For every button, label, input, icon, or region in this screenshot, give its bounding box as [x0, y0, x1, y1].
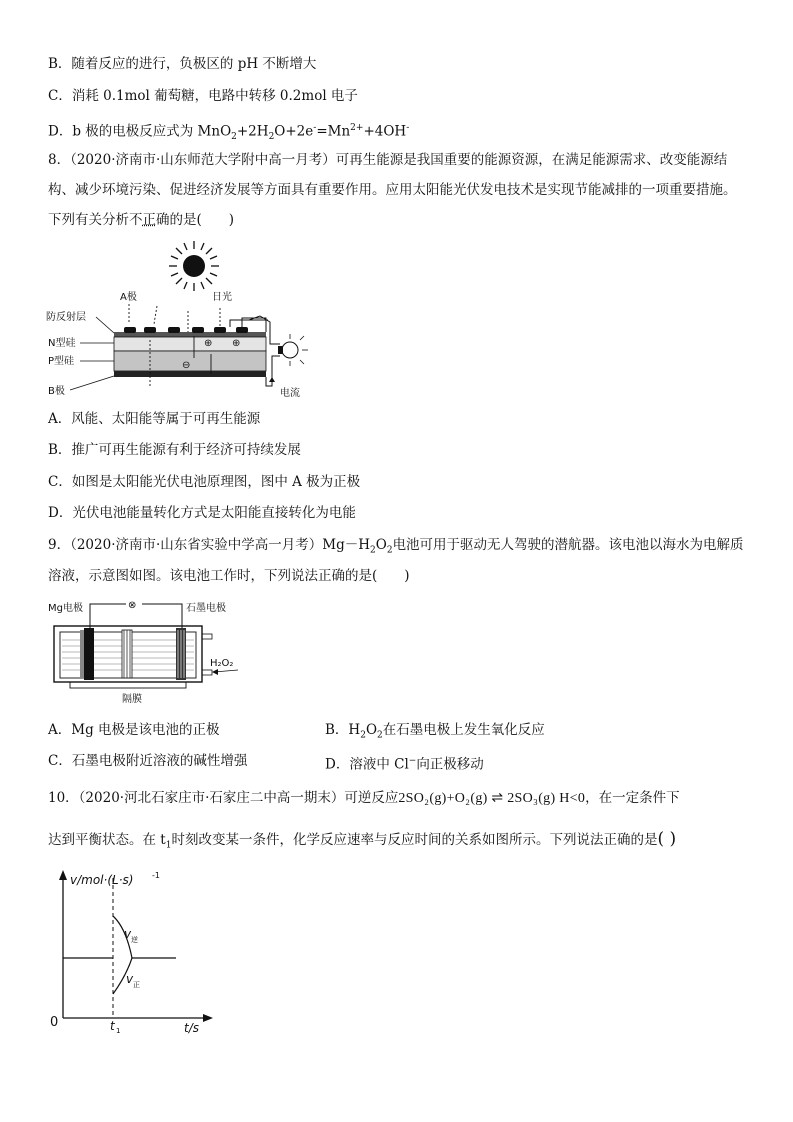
sun-icon — [169, 241, 219, 291]
q8-solar-cell-diagram — [44, 236, 314, 404]
q9-option-c: C．石墨电极附近溶液的碱性增强 — [48, 753, 248, 769]
bulb-icon: ⊗ — [128, 600, 137, 611]
q10-stem-line1: 10．（2020·河北石家庄市·石家庄二中高一期末）可逆反应2SO₂(g)+O₂(g) ⇌ 2SO₃(g) H<0，在一定条件下 — [48, 790, 680, 806]
v-forward-label-sub: 正 — [133, 981, 140, 989]
plus-carrier: ⊕ — [204, 338, 213, 349]
q9-battery-diagram — [46, 596, 246, 708]
origin-label: 0 — [50, 1015, 59, 1030]
q8-stem-line1: 8．（2020·济南市·山东师范大学附中高一月考）可再生能源是我国重要的能源资源，在满足能源需求、改变能源结 — [48, 152, 728, 168]
y-axis-label-exponent: -1 — [152, 871, 160, 880]
q8-stem-line3: 下列有关分析不正确的是( ) — [48, 212, 235, 228]
q9-option-a: A．Mg 电极是该电池的正极 — [48, 722, 220, 738]
q8-option-a: A．风能、太阳能等属于可再生能源 — [48, 411, 261, 427]
v-forward-label: v — [126, 972, 134, 986]
q9-option-d: D．溶液中 Cl−向正极移动 — [325, 756, 484, 773]
q8-option-b: B．推广可再生能源有利于经济可持续发展 — [48, 442, 301, 458]
q7-option-c: C．消耗 0.1mol 葡萄糖，电路中转移 0.2mol 电子 — [48, 88, 358, 104]
q8-option-c: C．如图是太阳能光伏电池原理图，图中 A 极为正极 — [48, 474, 361, 490]
q8-option-d: D．光伏电池能量转化方式是太阳能直接转化为电能 — [48, 505, 356, 521]
y-axis-label: v/mol·(L·s) — [70, 873, 134, 887]
label-h2o2: H₂O₂ — [210, 658, 234, 669]
q10-rate-time-chart — [48, 868, 218, 1034]
q10-stem-line2: 达到平衡状态。在 $t_1$时刻改变某一条件，化学反应速率与反应时间的关系如图所示。下列说法正确的是( ) — [48, 829, 677, 851]
q9-option-b: B．$H_2O_2$在石墨电极上发生氧化反应 — [325, 722, 545, 741]
v-reverse-label-sub: 逆 — [131, 936, 138, 944]
q8-stem-line2: 构、减少环境污染、促进经济发展等方面具有重要作用。应用太阳能光伏发电技术是实现节能减排的一项重要措施。 — [48, 182, 737, 198]
label-a-electrode: A极 — [120, 292, 137, 303]
q9-stem-line2: 溶液，示意图如图。该电池工作时，下列说法正确的是( ) — [48, 568, 410, 584]
label-n-silicon: N型硅 — [48, 338, 76, 349]
plus-carrier: ⊕ — [232, 338, 241, 349]
label-mg-electrode: Mg电极 — [48, 603, 83, 614]
label-membrane: 隔膜 — [122, 694, 142, 705]
label-current: 电流 — [280, 388, 300, 399]
q7-option-d: D．b 极的电极反应式为 $MnO_2+2H_2O+2e^-=Mn^{2+}+4OH^-$ — [48, 123, 410, 143]
t1-label-sub: 1 — [116, 1027, 121, 1034]
t1-label: t — [110, 1019, 115, 1033]
q7-option-b: B．随着反应的进行，负极区的 pH 不断增大 — [48, 56, 317, 72]
label-p-silicon: P型硅 — [48, 356, 75, 367]
q9-stem-line1: 9．（2020·济南市·山东省实验中学高一月考）$Mg-H_2O_2$电池可用于驱动无人驾驶的潜航器。该电池以海水为电解质 — [48, 537, 744, 556]
label-sunlight: 日光 — [212, 292, 232, 303]
x-axis-label: t/s — [184, 1021, 199, 1034]
light-bulb-icon — [278, 334, 308, 366]
equation: 2SO₂(g)+O₂(g) ⇌ 2SO₃(g) H<0 — [398, 791, 586, 806]
v-reverse-label: v — [124, 927, 132, 941]
label-graphite-electrode: 石墨电极 — [186, 603, 226, 614]
label-b-electrode: B极 — [48, 386, 65, 397]
minus-carrier: ⊖ — [182, 360, 191, 371]
label-antireflection: 防反射层 — [46, 312, 86, 323]
